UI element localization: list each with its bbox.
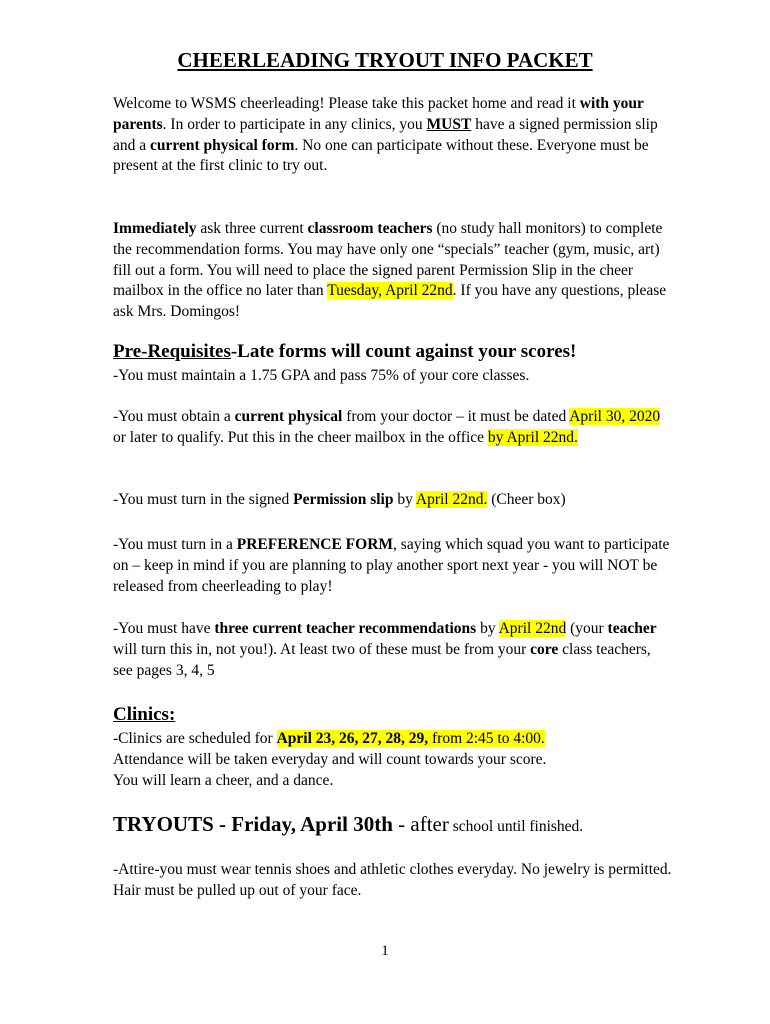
recommend-text: will turn this in, not you!). At least two of these must be from your [113, 640, 531, 658]
deadline-highlight: Tuesday, April 22nd [327, 282, 453, 300]
recommend-bold-core: core [530, 640, 559, 658]
physical-deadline-highlight: by April 22nd. [487, 428, 578, 446]
document-title: CHEERLEADING TRYOUT INFO PACKET [177, 48, 593, 72]
prereq-recommendations [113, 619, 673, 681]
recommend-text: (your [566, 620, 608, 637]
recommend-bold-teacher: teacher [607, 620, 657, 637]
physical-text: from your doctor – it must be dated [342, 408, 570, 425]
immediately-text: (no study hall monitors) to complete the recommendation forms. You may have only one “specials” teacher (gym, music, art) fill out a form. You will need to place the signed parent Permission Slip in the cheer mailbox in the office no later than [113, 220, 663, 300]
preference-bold: PREFERENCE FORM [236, 536, 394, 553]
permission-bold: Permission slip [293, 491, 394, 508]
prereq-permission [113, 490, 673, 511]
physical-text: -You must obtain a [113, 408, 235, 425]
attire-paragraph: -Attire-you must wear tennis shoes and athletic clothes everyday. No jewelry is permitted. Hair must be pulled up out of your face. [113, 861, 672, 899]
intro-bold-physical: current physical form [150, 136, 295, 154]
prereq-heading [113, 341, 576, 363]
permission-text: -You must turn in the signed [113, 491, 294, 508]
physical-text: or later to qualify. Put this in the cheer mailbox in the office [113, 428, 488, 446]
immediately-text: ask three current [196, 220, 308, 237]
intro-paragraph [113, 94, 673, 177]
recommend-bold: three current teacher recommendations [214, 620, 477, 637]
intro-bold-parents: with your parents [113, 95, 644, 133]
tryouts-heading-small: school until finished. [448, 818, 584, 835]
prereq-gpa: -You must maintain a 1.75 GPA and pass 75% of your core classes. [113, 367, 530, 384]
physical-date-highlight: April 30, 2020 [569, 408, 661, 425]
permission-text: (Cheer box) [487, 491, 566, 508]
page-number: 1 [381, 943, 389, 959]
intro-text: . In order to participate in any clinics, you [162, 115, 427, 133]
clinics-paragraph [113, 729, 673, 791]
physical-bold: current physical [234, 408, 343, 425]
intro-text: Welcome to WSMS cheerleading! Please take this packet home and read it [113, 95, 580, 112]
intro-must-emphasis: MUST [426, 115, 472, 133]
clinics-text: -Clinics are scheduled for [113, 730, 277, 747]
intro-text: . No one can participate without these. Everyone must be present at the first clinic to try out. [113, 136, 649, 175]
intro-text: have a signed permission slip and a [113, 115, 658, 154]
clinics-learn-text: You will learn a cheer, and a dance. [113, 771, 334, 789]
immediately-bold: Immediately [113, 220, 197, 237]
immediately-paragraph [113, 219, 673, 323]
clinics-heading: Clinics: [113, 704, 176, 725]
recommend-text: -You must have [113, 620, 215, 637]
tryouts-heading-after: - after [392, 812, 449, 836]
classroom-teachers-bold: classroom teachers [307, 220, 433, 237]
prereq-heading-rest: -Late forms will count against your scores! [230, 341, 577, 362]
recommend-text: class teachers, see pages 3, 4, 5 [113, 640, 651, 679]
clinics-time-highlight: from 2:45 to 4:00. [428, 730, 545, 747]
immediately-text: . If you have any questions, please ask Mrs. Domingos! [113, 282, 667, 321]
permission-deadline-highlight: April 22nd. [415, 491, 488, 508]
clinics-dates-highlight: April 23, 26, 27, 28, 29, [276, 730, 429, 747]
tryouts-heading-bold: TRYOUTS - Friday, April 30th [113, 812, 393, 836]
prereq-physical [113, 407, 673, 449]
tryouts-heading [113, 812, 583, 837]
permission-text: by [393, 491, 416, 508]
recommend-deadline-highlight: April 22nd [498, 620, 567, 637]
recommend-text: by [476, 620, 499, 637]
clinics-attendance-text: Attendance will be taken everyday and will count towards your score. [113, 750, 547, 768]
prereq-preference [113, 535, 673, 597]
preference-text: , saying which squad you want to participate on – keep in mind if you are planning to play another sport next year - you will NOT be released from cheerleading to play! [113, 536, 670, 595]
preference-text: -You must turn in a [113, 536, 237, 553]
prereq-heading-underlined: Pre-Requisites [113, 341, 231, 362]
